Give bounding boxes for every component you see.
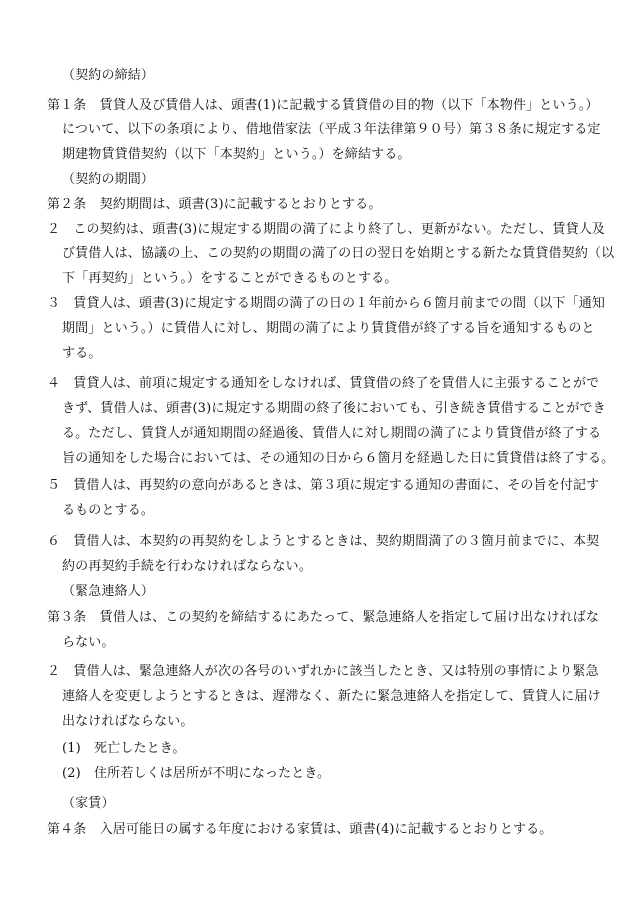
article-2-para-6-line-1: ６ 賃借人は、本契約の再契約をしようとするときは、契約期間満了の３箇月前までに、本契: [47, 534, 600, 549]
article-3-para-2-line-3: 出なければならない。: [62, 714, 194, 729]
article-2-line-1: 第２条 契約期間は、頭書(3)に記載するとおりとする。: [47, 197, 382, 212]
article-3-line-1: 第３条 賃借人は、この契約を締結するにあたって、緊急連絡人を指定して届け出なければな: [47, 610, 600, 625]
article-2-para-3-line-2: 期間」という。）に賃借人に対し、期間の満了により賃貸借が終了する旨を通知するものと: [62, 321, 595, 336]
article-4-line-1: 第４条 入居可能日の属する年度における家賃は、頭書(4)に記載するとおりとする。: [47, 822, 553, 837]
article-2-para-4-line-1: ４ 賃貸人は、前項に規定する通知をしなければ、賃貸借の終了を賃借人に主張することがで: [47, 376, 600, 391]
article-2-para-3-line-1: ３ 賃貸人は、頭書(3)に規定する期間の満了の日の１年前から６箇月前までの間（以下「通知: [47, 296, 606, 311]
article-2-para-4-line-3: る。ただし、賃貸人が通知期間の経過後、賃借人に対し期間の満了により賃貸借が終了する: [62, 426, 602, 441]
article-2-para-5-line-1: ５ 賃借人は、再契約の意向があるときは、第３項に規定する通知の書面に、その旨を付記す: [47, 478, 600, 493]
article-2-para-6-line-2: 約の再契約手続を行わなければならない。: [62, 559, 312, 574]
article-2-para-2-line-3: 下「再契約」という。）をすることができるものとする。: [62, 271, 398, 286]
article-2-para-5-line-2: るものとする。: [62, 503, 155, 518]
article-3-para-2-line-1: ２ 賃借人は、緊急連絡人が次の各号のいずれかに該当したとき、又は特別の事情により緊急: [47, 664, 599, 679]
article-1-line-3: 期建物賃貸借契約（以下「本契約」という。）を締結する。: [62, 147, 411, 162]
section-heading: （家賃）: [62, 796, 115, 811]
article-1-line-1: 第１条 賃貸人及び賃借人は、頭書(1)に記載する賃貸借の目的物（以下「本物件」という。）: [47, 98, 599, 113]
article-2-para-4-line-4: 旨の通知をした場合においては、その通知の日から６箇月を経過した日に賃貸借は終了する。: [62, 451, 615, 466]
article-2-para-3-line-3: する。: [62, 346, 102, 361]
article-2-para-2-line-2: び賃借人は、協議の上、この契約の期間の満了の日の翌日を始期とする新たな賃貸借契約（以: [62, 246, 615, 261]
list-item: (2) 住所若しくは居所が不明になったとき。: [62, 766, 331, 781]
list-item: (1) 死亡したとき。: [62, 741, 186, 756]
section-heading: （契約の期間）: [62, 172, 155, 187]
section-heading: （契約の締結）: [62, 68, 155, 83]
article-2-para-2-line-1: ２ この契約は、頭書(3)に規定する期間の満了により終了し、更新がない。ただし、賃貸人及: [47, 222, 606, 237]
article-3-line-2: らない。: [62, 635, 115, 650]
section-heading: （緊急連絡人）: [62, 584, 155, 599]
article-1-line-2: について、以下の条項により、借地借家法（平成３年法律第９０号）第３８条に規定する定: [62, 122, 601, 137]
article-3-para-2-line-2: 連絡人を変更しようとするときは、遅滞なく、新たに緊急連絡人を指定して、賃貸人に届け: [62, 689, 601, 704]
article-2-para-4-line-2: きず、賃借人は、頭書(3)に規定する期間の終了後においても、引き続き賃借することができ: [62, 401, 606, 416]
